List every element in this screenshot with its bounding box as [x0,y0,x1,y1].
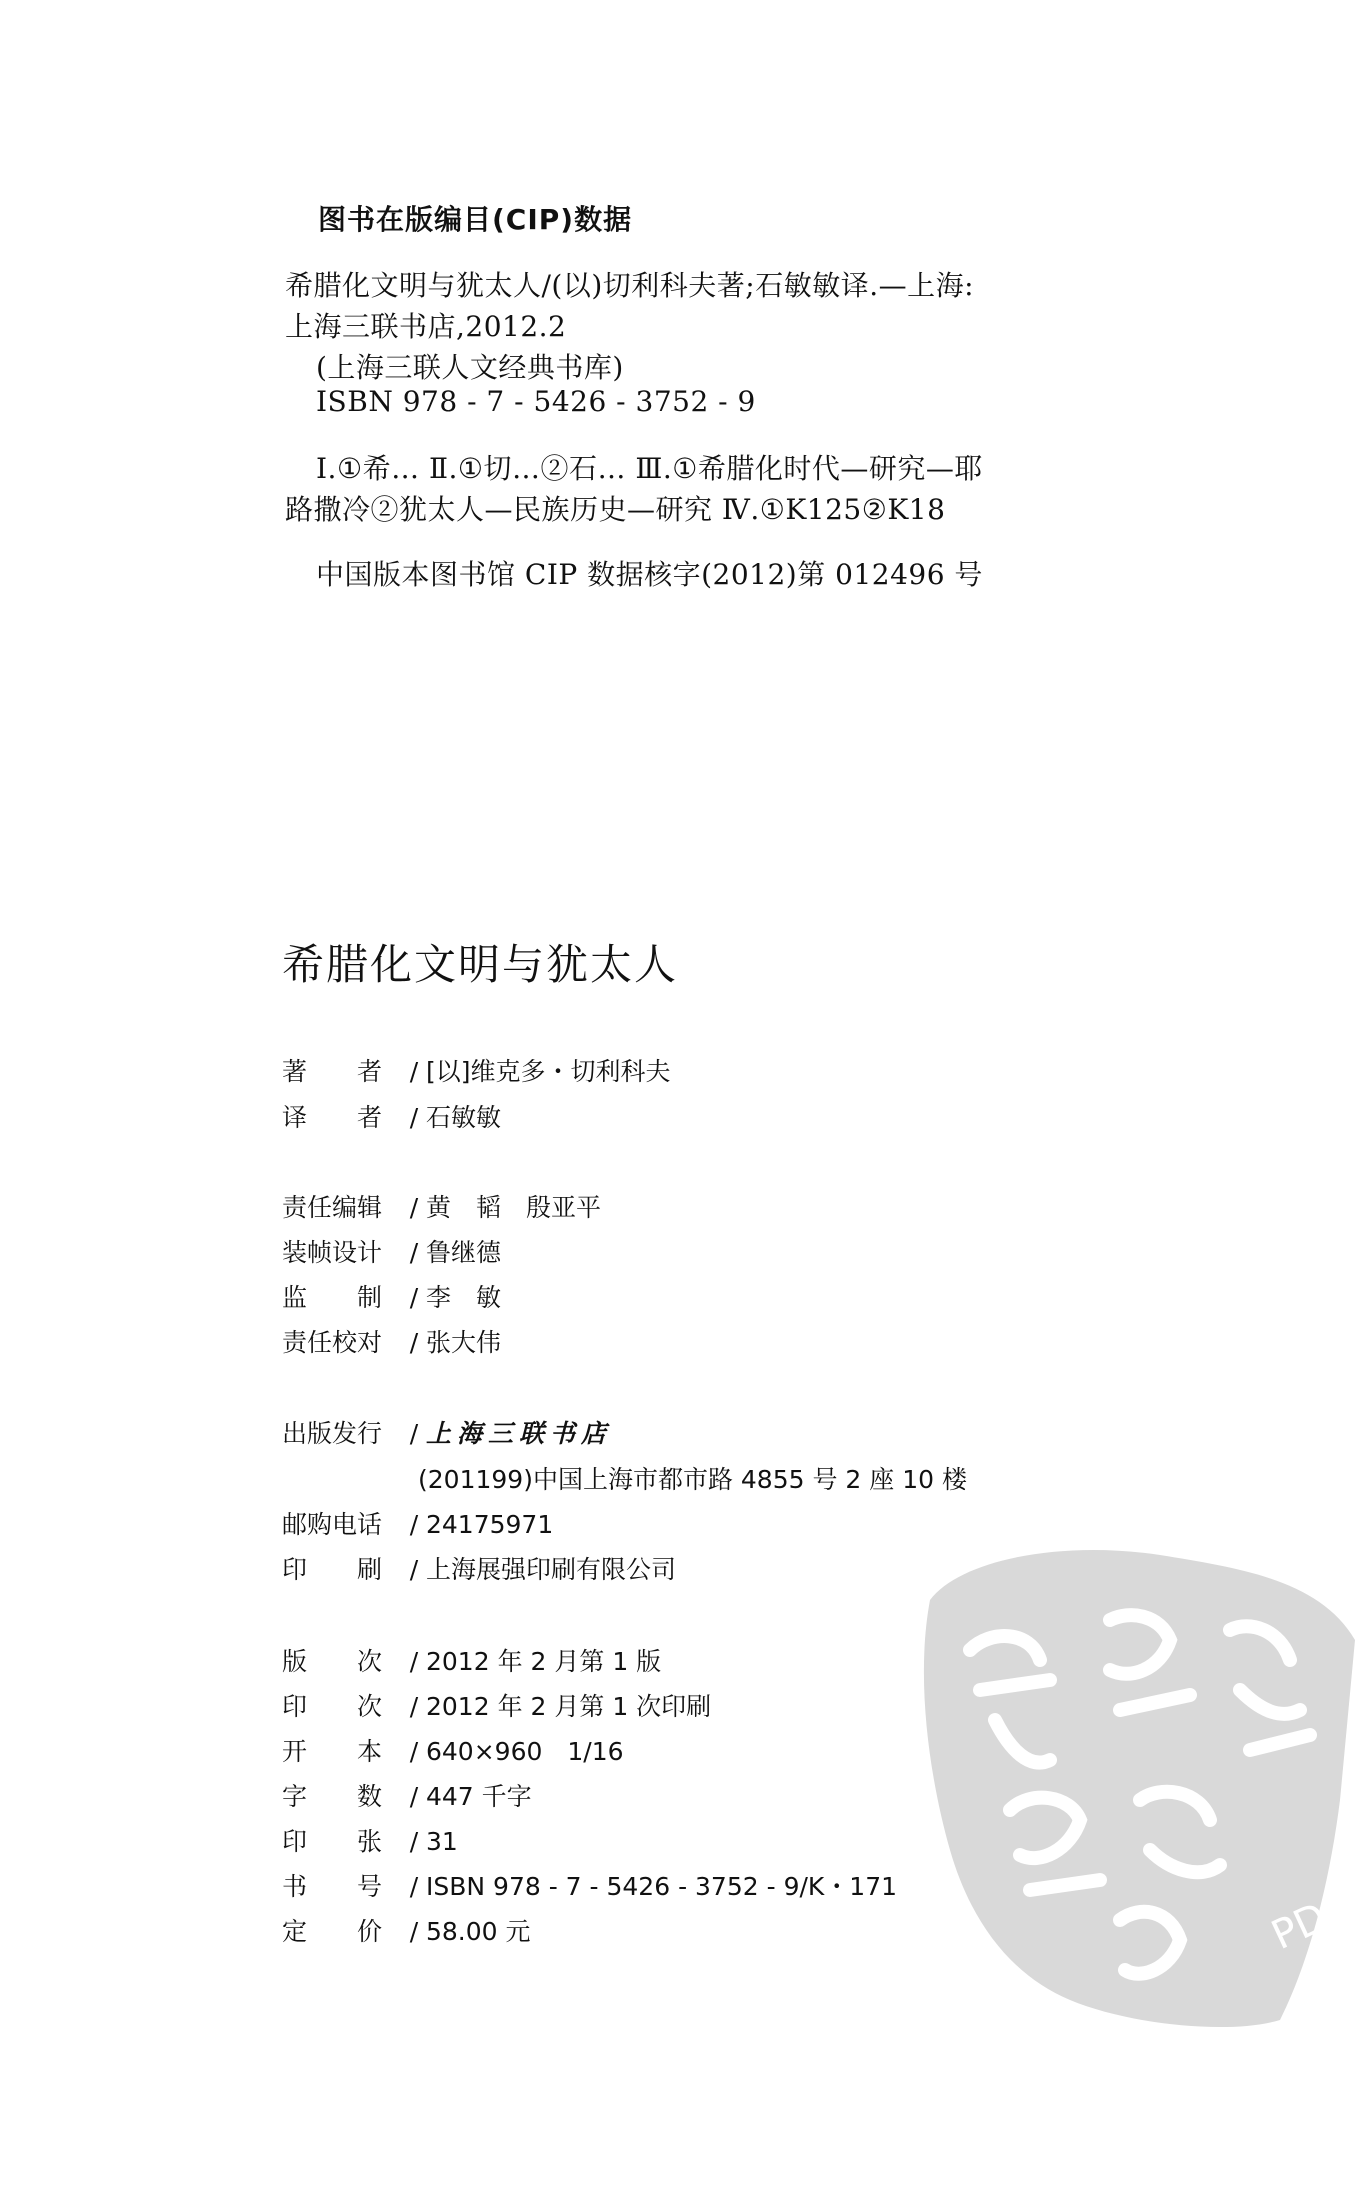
credit-label: 装帧设计 [282,1238,383,1267]
credit-value: 上海展强印刷有限公司 [426,1555,677,1584]
credit-label: 邮购电话 [282,1510,383,1539]
credit-label: 著 者 [282,1057,383,1086]
book-title: 希腊化文明与犹太人 [282,940,679,989]
credit-edition [282,1642,661,1678]
credit-author [282,1052,671,1088]
credit-isbn [282,1867,897,1903]
credit-separator: / [409,1057,419,1086]
credit-label: 监 制 [282,1283,383,1312]
credit-value: 640×960 1/16 [426,1737,624,1766]
credit-separator: / [409,1103,419,1132]
credit-value: 石敏敏 [426,1103,502,1132]
credit-label: 译 者 [282,1103,383,1132]
credit-price [282,1912,531,1948]
cip-line-3: (上海三联人文经典书库) [316,351,624,384]
cip-line-1: 希腊化文明与犹太人/(以)切利科夫著;石敏敏译.—上海: [285,269,975,302]
cip-line-6: 路撒冷②犹太人—民族历史—研究 Ⅳ.①K125②K18 [285,493,946,526]
cip-line-5: Ⅰ.①希… Ⅱ.①切…②石… Ⅲ.①希腊化时代—研究—耶 [316,452,983,485]
credit-separator: / [409,1782,419,1811]
credit-separator: / [409,1283,419,1312]
credit-separator: / [409,1510,419,1539]
credit-value: 李 敏 [426,1283,502,1312]
credit-separator: / [409,1737,419,1766]
credit-value: 鲁继德 [426,1238,502,1267]
cip-line-4: ISBN 978 - 7 - 5426 - 3752 - 9 [316,385,756,418]
credit-format [282,1732,624,1768]
credit-value: 2012 年 2 月第 1 版 [426,1647,662,1676]
cip-line-7: 中国版本图书馆 CIP 数据核字(2012)第 012496 号 [316,558,983,591]
credit-editor [282,1188,601,1224]
credit-separator: / [409,1328,419,1357]
credit-separator: / [409,1647,419,1676]
credit-value: 31 [426,1827,458,1856]
credit-label: 字 数 [282,1782,383,1811]
credit-value: ISBN 978 - 7 - 5426 - 3752 - 9/K・171 [426,1872,898,1901]
cip-heading: 图书在版编目(CIP)数据 [318,203,633,236]
credit-label: 印 次 [282,1692,383,1721]
credit-phone [282,1505,553,1541]
credit-address: (201199)中国上海市都市路 4855 号 2 座 10 楼 [418,1465,967,1494]
credit-designer [282,1233,501,1269]
credit-separator: / [409,1827,419,1856]
credit-separator: / [409,1917,419,1946]
credit-supervisor [282,1278,501,1314]
watermark-seal [900,1520,1362,2040]
credit-sheets [282,1822,458,1858]
credit-value: [以]维克多・切利科夫 [426,1057,671,1086]
credit-publisher [282,1414,612,1450]
credit-separator: / [409,1238,419,1267]
credit-value: 58.00 元 [426,1917,531,1946]
credit-printer [282,1550,676,1586]
credit-separator: / [409,1555,419,1584]
credit-proofreader [282,1323,501,1359]
credit-value: 2012 年 2 月第 1 次印刷 [426,1692,712,1721]
credit-value: 447 千字 [426,1782,532,1811]
credit-separator: / [409,1692,419,1721]
credit-label: 书 号 [282,1872,383,1901]
cip-line-2: 上海三联书店,2012.2 [285,310,567,343]
credit-separator: / [409,1193,419,1222]
credit-label: 责任校对 [282,1328,383,1357]
credit-separator: / [409,1872,419,1901]
credit-words [282,1777,532,1813]
publisher-logotype: 上海三联书店 [426,1419,613,1448]
credit-label: 责任编辑 [282,1193,383,1222]
credit-value: 24175971 [426,1510,554,1539]
credit-label: 定 价 [282,1917,383,1946]
credit-label: 印 刷 [282,1555,383,1584]
credit-separator: / [409,1419,419,1448]
watermark-text: PDG [1264,1881,1362,1960]
credit-label: 版 次 [282,1647,383,1676]
credit-value: 张大伟 [426,1328,502,1357]
credit-translator [282,1098,501,1134]
credit-label: 出版发行 [282,1419,383,1448]
credit-printing [282,1687,711,1723]
credit-value: 黄 韬 殷亚平 [426,1193,602,1222]
credit-label: 印 张 [282,1827,383,1856]
credit-label: 开 本 [282,1737,383,1766]
